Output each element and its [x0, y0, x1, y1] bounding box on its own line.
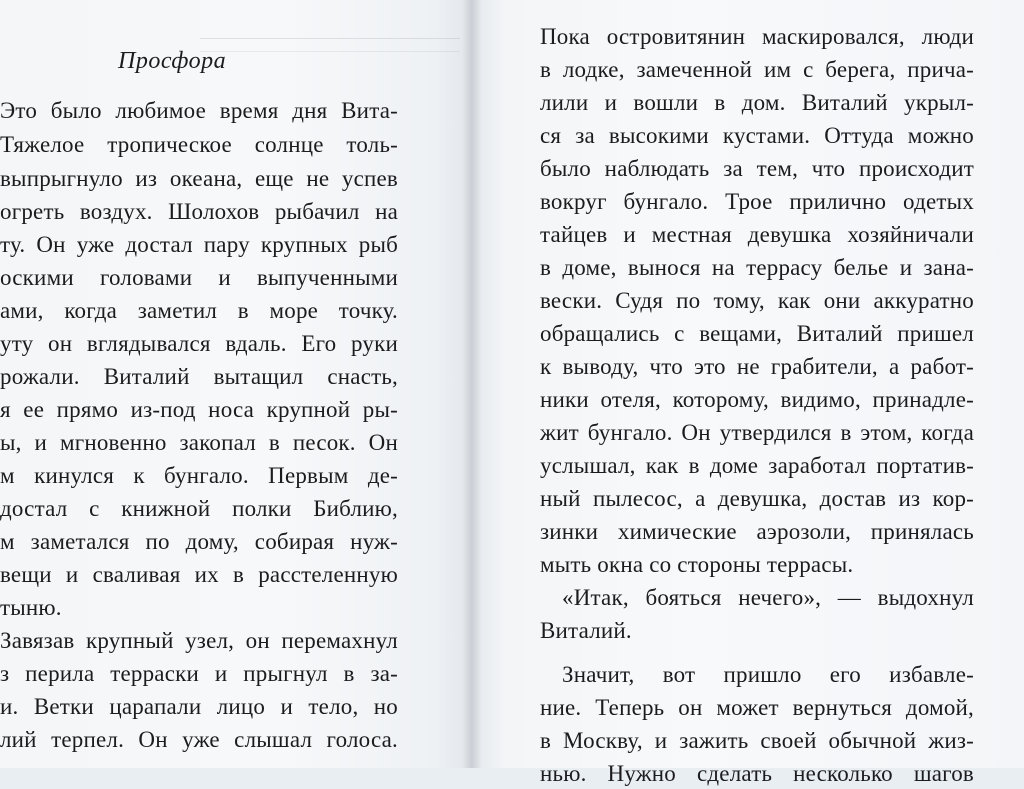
text-line: мыть окна со стороны террасы.	[540, 552, 854, 577]
text-line: лили и вошли в дом. Виталий укрыл-	[540, 90, 974, 115]
text-line: з перила терраски и прыгнул в за-	[0, 661, 398, 686]
text-line: Виталий.	[540, 618, 632, 643]
text-line: уту он вглядывался вдаль. Его руки	[0, 331, 398, 356]
text-line: рожали. Виталий вытащил снасть,	[0, 364, 398, 389]
text-line: ние. Теперь он может вернуться домой,	[540, 695, 974, 720]
text-line: я ее прямо из-под носа крупной ры-	[0, 397, 398, 422]
text-line: ы, и мгновенно закопал в песок. Он	[0, 430, 398, 455]
text-line: выпрыгнуло из океана, еще не успев	[0, 166, 398, 191]
left-page	[0, 0, 472, 768]
bleed-through-text	[200, 38, 460, 52]
chapter-title: Просфора	[118, 48, 227, 74]
text-line: нью. Нужно сделать несколько шагов	[540, 761, 974, 786]
text-line: вески. Судя по тому, как они аккуратно	[540, 288, 974, 313]
text-line: ту. Он уже достал пару крупных рыб	[0, 232, 398, 257]
book-gutter	[462, 0, 482, 768]
text-line: вещи и сваливая их в расстеленную	[0, 562, 398, 587]
text-line: в Москву, и зажить своей обычной жиз-	[540, 728, 974, 753]
text-line: м кинулся к бунгало. Первым де-	[0, 463, 398, 488]
text-line: жит бунгало. Он утвердился в этом, когда	[540, 420, 974, 445]
text-line: в лодке, замеченной им с берега, прича-	[540, 57, 974, 82]
text-line: ники отеля, которому, видимо, принадле-	[540, 387, 974, 412]
text-line: к выводу, что это не грабители, а работ-	[540, 354, 974, 379]
text-line: тайцев и местная девушка хозяйничали	[540, 222, 974, 247]
text-line: огреть воздух. Шолохов рыбачил на	[0, 199, 398, 224]
text-line: «Итак, бояться нечего», — выдохнул	[562, 585, 974, 610]
text-line: оскими головами и выпученными	[0, 265, 398, 290]
text-line: лий терпел. Он уже слышал голоса.	[0, 727, 398, 752]
text-line: Завязав крупный узел, он перемахнул	[0, 628, 398, 653]
text-line: ся за высокими кустами. Оттуда можно	[540, 123, 974, 148]
text-line: вокруг бунгало. Трое прилично одетых	[540, 189, 974, 214]
text-line: м заметался по дому, собирая нуж-	[0, 529, 398, 554]
text-line: зинки химические аэрозоли, принялась	[540, 519, 974, 544]
text-line: в доме, вынося на террасу белье и зана-	[540, 255, 974, 280]
text-line: услышал, как в доме заработал портатив-	[540, 453, 974, 478]
text-line: Тяжелое тропическое солнце толь-	[0, 132, 398, 157]
text-line: ами, когда заметил в море точку.	[0, 298, 398, 323]
text-line: достал с книжной полки Библию,	[0, 496, 398, 521]
text-line: Это было любимое время дня Вита-	[0, 98, 398, 123]
text-line: обращались с вещами, Виталий пришел	[540, 321, 974, 346]
text-line: тыню.	[0, 595, 62, 620]
text-line: Пока островитянин маскировался, люди	[540, 24, 974, 49]
text-line: и. Ветки царапали лицо и тело, но	[0, 694, 398, 719]
text-line: было наблюдать за тем, что происходит	[540, 156, 974, 181]
text-line: ный пылесос, а девушка, достав из кор-	[540, 486, 974, 511]
text-line: Значит, вот пришло его избавле-	[562, 662, 974, 687]
